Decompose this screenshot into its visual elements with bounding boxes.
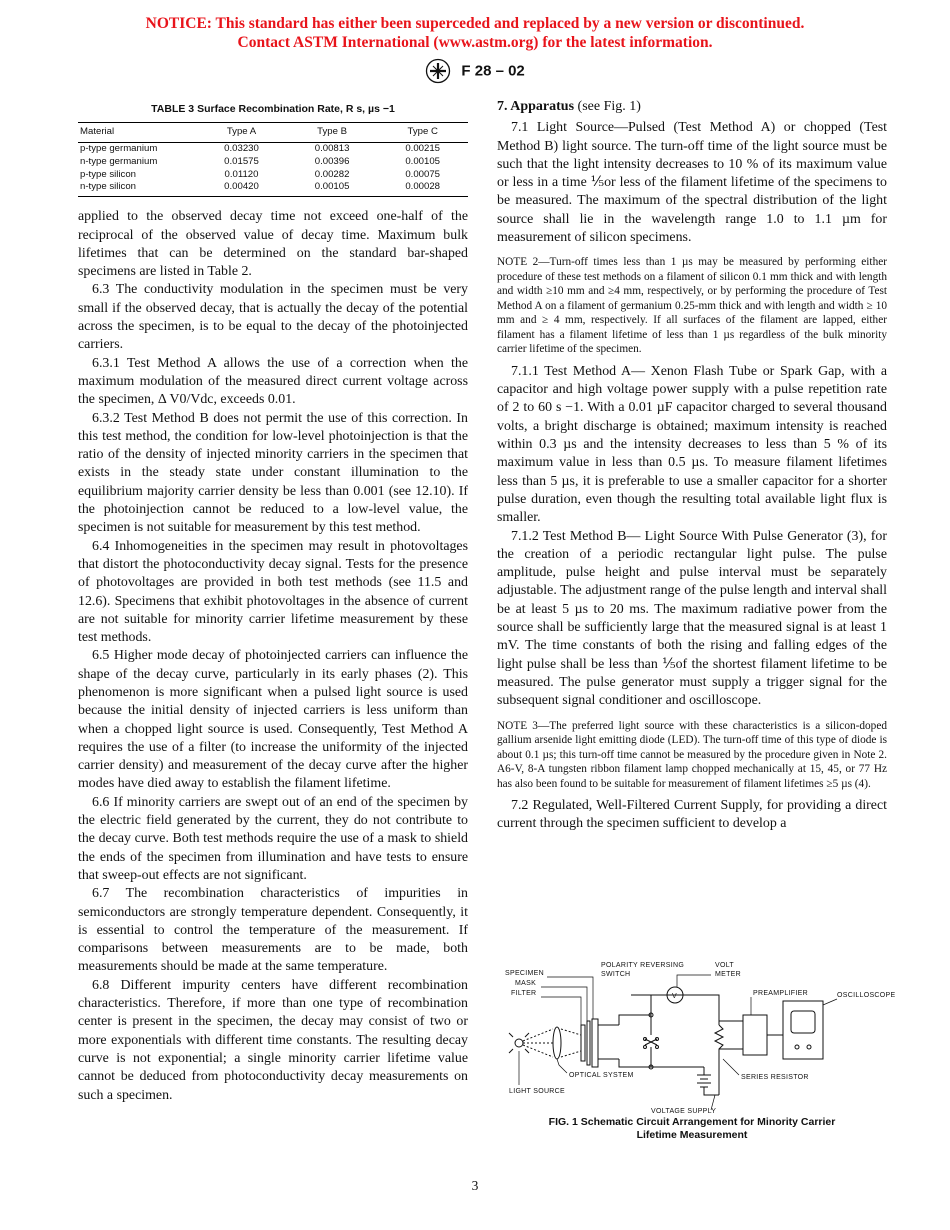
table-row: [78, 181, 468, 196]
table-cell: 0.00105: [287, 181, 378, 196]
label-specimen: SPECIMEN: [505, 970, 544, 977]
paragraph-continuation: applied to the observed decay time not exceed one-half of the reciprocal of the observed value of decay time. Maximum bulk lifetimes that can be determined on the standard bar-shaped specimens are listed in Table 2.: [78, 209, 468, 280]
table-header-type-c: Type C: [377, 123, 468, 143]
note-3: NOTE 3—The preferred light source with these characteristics is a silicon-doped gallium arsenide light emitting diode (LED). The turn-off time of this type of diode is about 0.1 µs; this turn-off time cannot be measured by the procedure given in Note 2. A6-V, 8-A tungsten ribbon filament lamp chopped mechanically at 15, 45, or 77 Hz has also been found to be suitable for measurement of filament lifetimes ≥5 µs (4).: [497, 719, 887, 790]
label-series-resistor: SERIES RESISTOR: [741, 1074, 809, 1081]
paragraph-6-7: 6.7 The recombination characteristics of impurities in semiconductors are strongly temperature dependent. Consequently, it is essential to control the temperature of the measurement. If comparisons between measurements are to be made, both measurements should be made at the same temperature.: [78, 886, 468, 975]
notice-line-2: Contact ASTM International (www.astm.org) for the latest information.: [237, 34, 713, 51]
label-voltage-supply: VOLTAGE SUPPLY: [651, 1108, 717, 1115]
table-cell: 0.00420: [196, 181, 287, 196]
table-cell: 0.01575: [224, 155, 259, 167]
heading-text: 7. Apparatus: [497, 99, 575, 114]
paragraph-6-6: 6.6 If minority carriers are swept out of an end of the specimen by the electric field generated by the current, they do not contribute to the decay curve. Both test methods require the use of a mask to shield the ends of the specimen from illumination and have tests to ensure that sweep-out effects are not significant.: [78, 794, 468, 883]
designation: F 28 – 02: [461, 62, 525, 80]
page-header: [0, 58, 950, 84]
caption-line-2: Lifetime Measurement: [636, 1129, 748, 1141]
label-optical-system: OPTICAL SYSTEM: [569, 1072, 634, 1079]
paragraph-6-5: 6.5 Higher mode decay of photoinjected carriers can influence the shape of the decay curve, particularly in its early phases (2). This phenomenon is more significant when a pulsed light source is used because the initial density of injected carriers is less uniform than when a chopped light source is used. Consequently, Test Method A requires the use of a filter (to increase the uniformity of the injected carrier density) and measurement of the decay curve after the higher modes have died away to establish the filament lifetime.: [78, 648, 468, 792]
table-cell: 0.03230: [224, 143, 259, 155]
table-header-material: Material: [78, 123, 196, 143]
left-column: [78, 98, 468, 1105]
label-mask: MASK: [515, 980, 537, 987]
table-cell: 0.00396: [314, 155, 350, 167]
table-cell: 0.00028: [377, 181, 468, 196]
table-row: [78, 143, 468, 156]
table-cell: 0.00105: [405, 155, 441, 167]
paragraph-7-1: 7.1 Light Source—Pulsed (Test Method A) or chopped (Test Method B) light source. The turn-off time of the light source must be such that the light intensity decreases to 10 % of its maximum value or less in a time ⅕or less of the filament lifetime of the specimens to be measured. The maximum of the spectral distribution of the light source shall lie in the wavelength range 1.0 to 1.1 µm for measurement of silicon specimens.: [497, 120, 887, 246]
table-cell: 0.00282: [314, 168, 350, 180]
table-cell: 0.00075: [405, 168, 441, 180]
section-heading-apparatus: [497, 98, 887, 116]
paragraph-6-3-2: 6.3.2 Test Method B does not permit the use of this correction. In this test method, the condition for low-level photoinjection is that the ratio of the density of injected minority carriers in the specimen that exists in the steady state under constant illumination to the equilibrium majority carrier density be less than 0.001 (see 12.10). If the photoinjection cannot be reduced to a low-level value, the specimen is not suitable for measurement by this test method.: [78, 410, 468, 536]
table-cell: n-type silicon: [78, 181, 196, 196]
table-cell: 0.01120: [224, 168, 259, 180]
paragraph-6-3-1: 6.3.1 Test Method A allows the use of a correction when the maximum modulation of the measured direct current voltage across the specimen, Δ V0/Vdc, exceeds 0.01.: [78, 355, 468, 408]
table-cell: n-type germanium: [80, 155, 158, 167]
label-volt-1: VOLT: [715, 962, 734, 969]
label-volt-meter-v: V: [672, 993, 677, 1000]
paragraph-7-2: 7.2 Regulated, Well-Filtered Current Supply, for providing a direct current through the specimen sufficient to develop a: [497, 798, 887, 832]
figure-1-caption: [497, 1116, 887, 1142]
table-row: [78, 156, 468, 169]
table-row: [78, 169, 468, 182]
label-polarity-2: SWITCH: [601, 971, 631, 978]
paragraph-6-3: 6.3 The conductivity modulation in the specimen must be very small if the observed decay, that is actually the decay of the potential across the specimen, is to be equal to the decay of the photoinjected carriers.: [78, 282, 468, 353]
label-oscilloscope: OSCILLOSCOPE: [837, 992, 896, 999]
table-cell: 0.00215: [405, 143, 441, 155]
label-light-source: LIGHT SOURCE: [509, 1088, 565, 1095]
table-cell: p-type germanium: [80, 143, 158, 155]
table-header-type-a: Type A: [196, 123, 287, 143]
notice-banner: [0, 14, 950, 52]
label-preamplifier: PREAMPLIFIER: [753, 990, 808, 997]
table-3: [78, 122, 468, 197]
paragraph-7-1-2: 7.1.2 Test Method B— Light Source With Pulse Generator (3), for the creation of a periodic rectangular light pulse. The pulse amplitude, pulse height and pulse interval must be separately adjustable. The adjustment range of the pulse length and interval shall be at least 5 µs to 20 ms. The maximum radiative power from the source shall be sufficiently large that the measured signal is at least 1 mV. The time constants of both the rising and falling edges of the light pulse shall be less than ⅕of the shortest filament lifetime to be measured. The pulse generator must supply a trigger signal for the subsequent signal conditioner and oscilloscope.: [497, 528, 887, 709]
figure-1-schematic: [501, 955, 896, 1115]
table-cell: p-type silicon: [80, 168, 136, 180]
label-polarity-1: POLARITY REVERSING: [601, 962, 685, 969]
table-3-title: TABLE 3 Surface Recombination Rate, R s, µs −1: [151, 103, 395, 115]
table-header-row: [78, 123, 468, 143]
notice-line-1: NOTICE: This standard has either been superceded and replaced by a new version or discontinued.: [145, 15, 805, 32]
label-volt-2: METER: [715, 971, 741, 978]
figure-1: [497, 955, 896, 1145]
paragraph-6-8: 6.8 Different impurity centers have different recombination characteristics. Therefore, if more than one type of recombination center is present in the specimen, the decay may consist of two or more exponentials with different time constants. The resulting decay curve is not exponential; a single minority carrier lifetime value cannot be deduced from photoconductivity decay measurements on such a specimen.: [78, 977, 468, 1103]
astm-logo-icon: [425, 58, 451, 84]
paragraph-7-1-1: 7.1.1 Test Method A— Xenon Flash Tube or Spark Gap, with a capacitor and high voltage power supply with a pulse repetition rate of 2 to 60 s −1. With a 0.01 µF capacitor charged to several thousand volts, a bright discharge is obtained; maximum intensity is reached within 0.3 µs and the intensity decreases to less than 5 % of its maximum value in less than 0.5 µs. To measure filament lifetimes less than 5 µs, it is preferable to use a smaller capacitor for a shorter pulse duration, even though the resulting total available light flux is smaller.: [497, 363, 887, 526]
note-2: NOTE 2—Turn-off times less than 1 µs may be measured by performing either procedure of these test methods on a filament of silicon 0.1 mm thick and with length and width ≥10 mm and ≥4 mm, respectively, or by performing the procedure of Test Method A on a filament of germanium 0.25-mm thick and with length and width ≥ 10 mm and ≥ 4 mm, respectively. If all surfaces of the filament are lapped, either filament has a filament lifetime of less than 1 µs regardless of the bulk minority carrier lifetime of the specimen.: [497, 256, 887, 356]
table-cell: 0.00813: [314, 143, 350, 155]
right-column: [497, 98, 887, 834]
paragraph-6-4: 6.4 Inhomogeneities in the specimen may result in photovoltages that distort the photoconductivity decay signal. Tests for the presence of photovoltages are provided in both test methods (see 11.5 and 12.6). Specimens that exhibit photovoltages in the absence of current are not suitable for minority carrier lifetime measurement by these test methods.: [78, 538, 468, 646]
label-filter: FILTER: [511, 990, 537, 997]
page-number: 3: [471, 1178, 479, 1193]
table-header-type-b: Type B: [287, 123, 378, 143]
heading-subtext: (see Fig. 1): [577, 99, 641, 114]
caption-line-1: FIG. 1 Schematic Circuit Arrangement for Minority Carrier: [548, 1116, 836, 1128]
